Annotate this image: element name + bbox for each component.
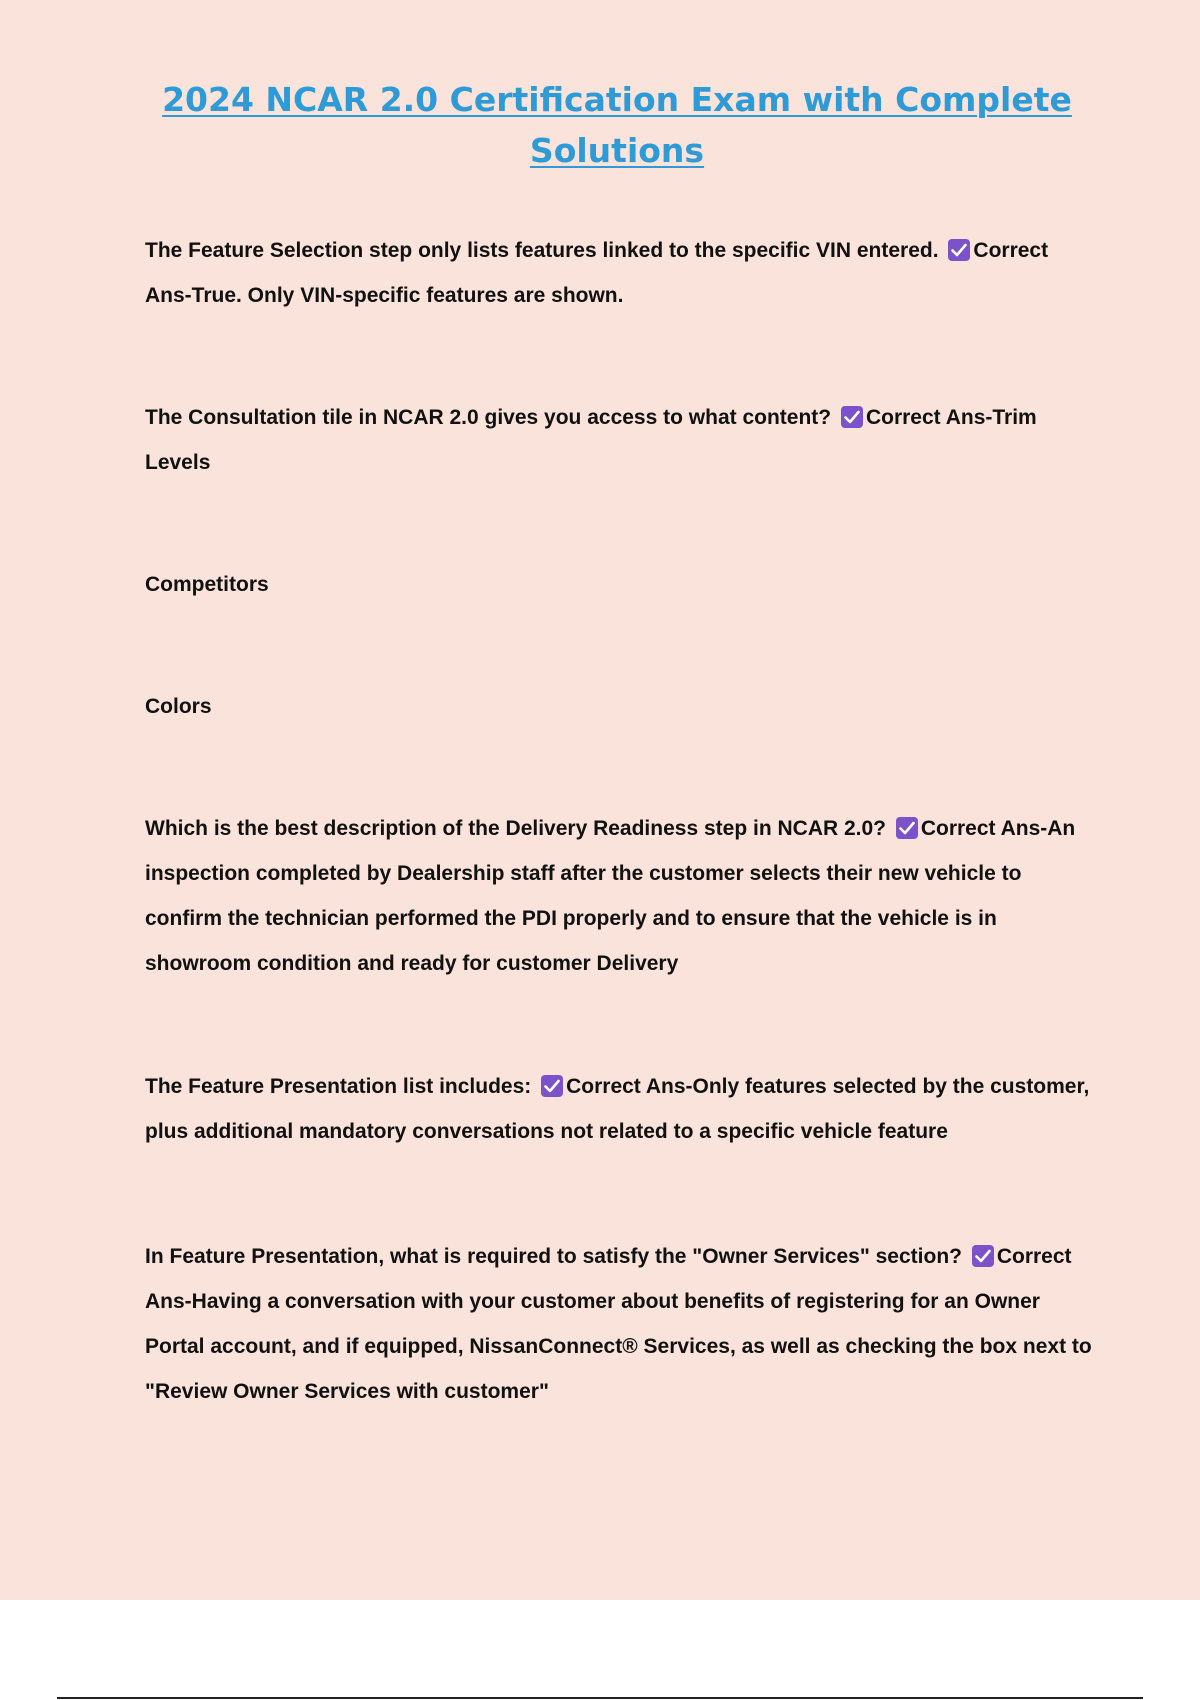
answer-text: Ans-True. Only VIN-specific features are shown. [145,284,624,307]
answer-option: Colors [145,695,212,718]
checkbox-checked-icon [841,406,863,428]
answer-text: "Review Owner Services with customer" [145,1380,549,1403]
answer-text: Correct [996,1245,1072,1268]
answer-option: Competitors [145,573,269,596]
qa-item [145,1064,1095,1154]
title-line-2: Solutions [529,131,705,170]
answer-text: Correct Ans-An [920,817,1076,840]
answer-text: showroom condition and ready for customer Delivery [145,952,679,975]
question-text: In Feature Presentation, what is required to satisfy the "Owner Services" section? [145,1245,962,1268]
answer-text: Ans-Having a conversation with your customer about benefits of registering for an Owner [145,1290,1040,1313]
answer-text: Correct [973,239,1049,262]
answer-text: Portal account, and if equipped, NissanConnect® Services, as well as checking the box next to [145,1335,1092,1358]
checkbox-checked-icon [541,1075,563,1097]
answer-text: confirm the technician performed the PDI properly and to ensure that the vehicle is in [145,907,997,930]
answer-text: inspection completed by Dealership staff after the customer selects their new vehicle to [145,862,1022,885]
question-text: Which is the best description of the Delivery Readiness step in NCAR 2.0? [145,817,886,840]
checkbox-checked-icon [948,239,970,261]
checkbox-checked-icon [972,1245,994,1267]
qa-content [145,228,1095,1414]
question-text: The Feature Presentation list includes: [145,1075,532,1098]
qa-item [145,806,1095,986]
footer-divider [57,1697,1143,1699]
qa-item [145,228,1095,318]
checkbox-checked-icon [896,817,918,839]
answer-text: Correct Ans-Only features selected by the customer, [566,1075,1090,1098]
answer-text: plus additional mandatory conversations not related to a specific vehicle feature [145,1120,948,1143]
qa-item [145,395,1095,485]
question-text: The Feature Selection step only lists features linked to the specific VIN entered. [145,239,939,262]
document-title [150,74,1084,176]
answer-text: Levels [145,451,211,474]
answer-text: Correct Ans-Trim [865,406,1037,429]
qa-item [145,1234,1095,1414]
question-text: The Consultation tile in NCAR 2.0 gives you access to what content? [145,406,832,429]
title-line-1: 2024 NCAR 2.0 Certification Exam with Complete [162,80,1072,119]
